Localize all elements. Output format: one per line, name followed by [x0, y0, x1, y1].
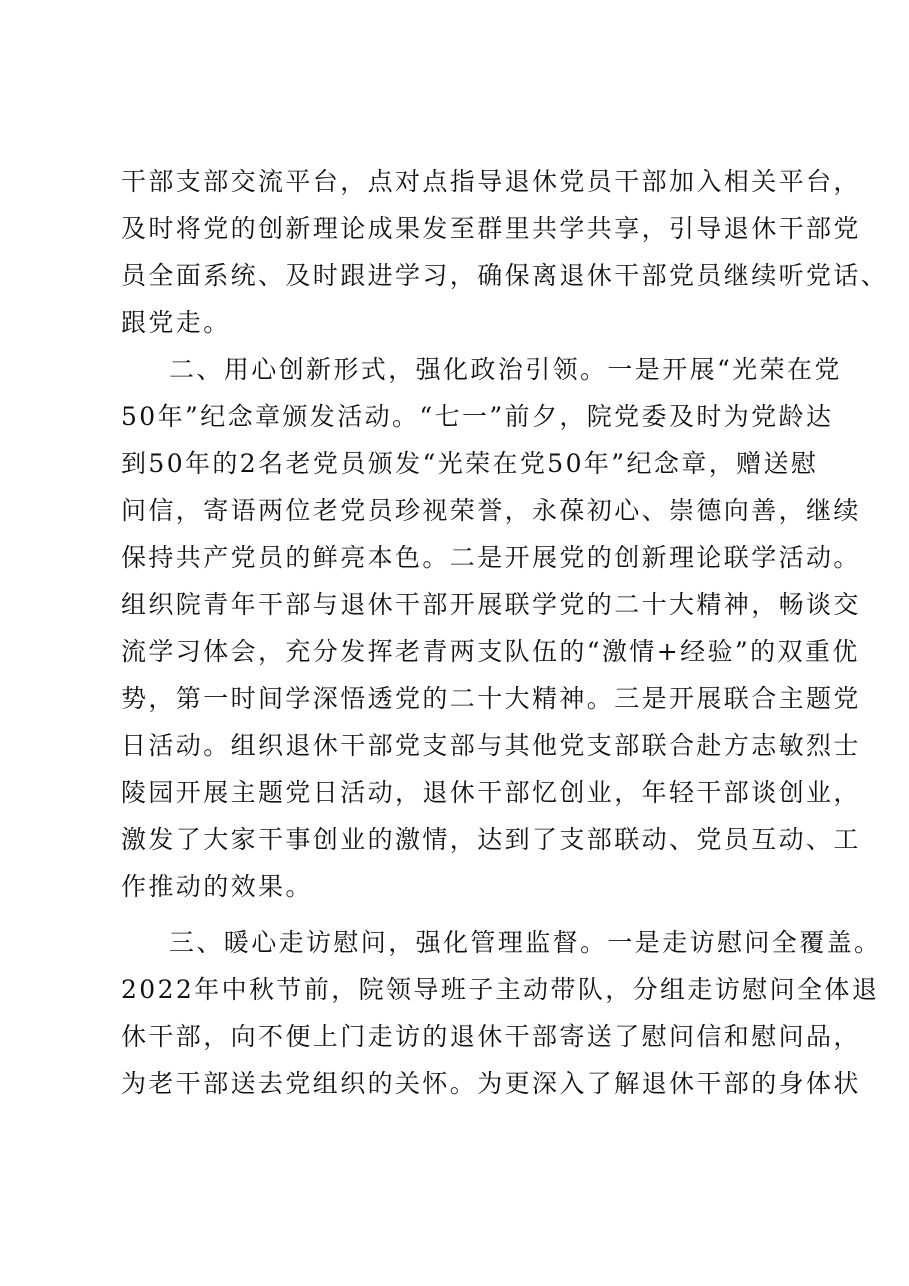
- paragraph-line-1: 干部支部交流平台，点对点指导退休党员干部加入相关平台，: [121, 167, 861, 196]
- paragraph-line-13: 日活动。组织退休干部党支部与其他党支部联合赴方志敏烈士: [121, 731, 861, 760]
- paragraph-line-20: 为老干部送去党组织的关怀。为更深入了解退休干部的身体状: [121, 1069, 861, 1098]
- paragraph-heading-2: 二、用心创新形式，强化政治引领。一是开展“光荣在党: [169, 355, 842, 384]
- paragraph-line-4: 跟党走。: [121, 308, 231, 337]
- paragraph-line-19: 休干部，向不便上门走访的退休干部寄送了慰问信和慰问品，: [121, 1022, 861, 1051]
- paragraph-line-2: 及时将党的创新理论成果发至群里共学共享，引导退休干部党: [121, 214, 861, 243]
- paragraph-line-18: 2022年中秋节前，院领导班子主动带队，分组走访慰问全体退: [121, 975, 880, 1004]
- paragraph-line-9: 保持共产党员的鲜亮本色。二是开展党的创新理论联学活动。: [121, 543, 861, 572]
- paragraph-line-6: 50年”纪念章颁发活动。“七一”前夕，院党委及时为党龄达: [121, 402, 834, 431]
- paragraph-line-3: 员全面系统、及时跟进学习，确保离退休干部党员继续听党话、: [121, 261, 889, 290]
- paragraph-heading-3: 三、暖心走访慰问，强化管理监督。一是走访慰问全覆盖。: [169, 928, 882, 957]
- paragraph-line-16: 作推动的效果。: [121, 872, 313, 901]
- paragraph-line-15: 激发了大家干事创业的激情，达到了支部联动、党员互动、工: [121, 825, 861, 854]
- paragraph-line-14: 陵园开展主题党日活动，退休干部忆创业，年轻干部谈创业，: [121, 778, 861, 807]
- paragraph-line-12: 势，第一时间学深悟透党的二十大精神。三是开展联合主题党: [121, 684, 861, 713]
- paragraph-line-8: 问信，寄语两位老党员珍视荣誉，永葆初心、崇德向善，继续: [121, 496, 861, 525]
- paragraph-line-11: 流学习体会，充分发挥老青两支队伍的“激情+经验”的双重优: [121, 637, 860, 666]
- paragraph-line-10: 组织院青年干部与退休干部开展联学党的二十大精神，畅谈交: [121, 590, 861, 619]
- paragraph-line-7: 到50年的2名老党员颁发“光荣在党50年”纪念章，赠送慰: [121, 449, 819, 478]
